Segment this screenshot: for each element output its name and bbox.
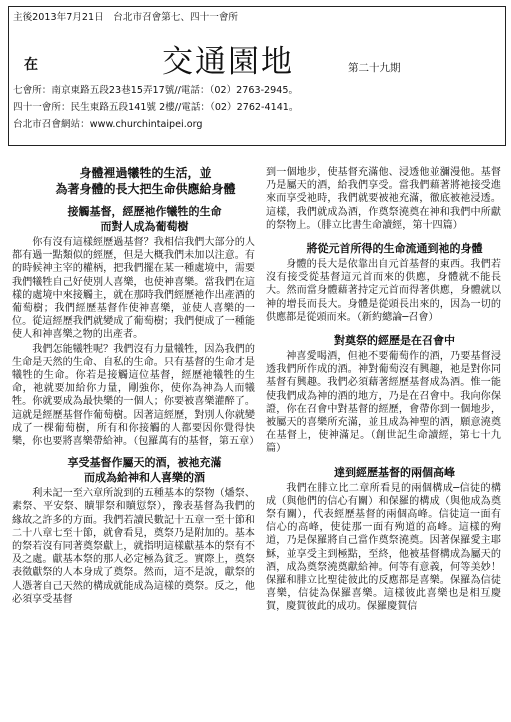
section2-paragraph-1: 利未記一至六章所說到的五種基本的祭物（燔祭、素祭、平安祭、贖罪祭和贖愆祭），豫表基督為我們的緣故之許多的方面。我們若讀民數記十五章一至十節和二十八章七至十節，就會看見，奠祭乃是附加的。基本的祭若沒有同著奠祭獻上，就指明這樣獻基本的祭有不及之處。獻基本祭的那人必定極為貧乏。實際上，奠祭表徵獻祭的人本身成了奠祭。然而，這不是說，獻祭的人憑著自己天然的構成就能成為這樣的奠祭。反之，他必須享受基督: [12, 488, 255, 605]
section2-title-line-2: 而成為給神和人喜樂的酒: [84, 471, 205, 485]
section5-title: 達到經歷基督的兩個高峰: [334, 465, 455, 479]
issue-info: 主後2013年7月21日 台北市召會第七、四十一會所: [13, 12, 239, 23]
address-line-7: 七會所：南京東路五段23巷15弄17號//電話：（02）2763-2945。: [13, 85, 299, 96]
left-column: [12, 166, 260, 607]
continued-paragraph: 到一個地步，使基督充滿他、浸透他並瀰漫他。基督乃是屬天的酒，給我們享受。當我們藉著將祂接受進來而享受祂時，我們就要被祂充滿，徹底被祂浸透。這樣，我們就成為酒，作奠祭澆奠在神和我們中所獻的祭物上。（腓立比書生命讀經，第十四篇）: [266, 167, 501, 231]
section3-title: 將從元首所得的生命流通到祂的身體: [306, 242, 483, 256]
zai-label: 在: [24, 57, 38, 73]
main-title-line-2: 為著身體的長大把生命供應給身體: [55, 182, 236, 196]
newsletter-title: 交通園地: [162, 44, 294, 80]
section1-title-line-1: 接觸基督，經歷祂作犧牲的生命: [67, 205, 222, 218]
issue-number: 第二十九期: [348, 62, 401, 74]
main-title-line-1: 身體裡過犧牲的生活，並: [79, 166, 212, 180]
section2-title-line-1: 享受基督作屬天的酒，被祂充滿: [67, 456, 222, 470]
section1-paragraph-2: 我們怎能犧牲呢？我們沒有力量犧牲，因為我們的生命是天然的生命、自私的生命。只有基督的生命才是犧牲的生命。你若是接觸這位基督，經歷祂犧牲的生命，祂就要加給你力量，剛強你，使你為神為人而犧牲。你就要成為最快樂的一個人；你要被喜樂灌醉了。這就是經歷基督作葡萄樹。因著這經歷，對別人你就變成了一棵葡萄樹，所有和你接觸的人都要因你覺得快樂，你也要將喜樂帶給神。（包羅萬有的基督，第五章）: [12, 343, 260, 448]
section3-paragraph: 身體的長大是依靠出自元首基督的東西。我們若沒有接受從基督這元首而來的供應，身體就不能長大。然而當身體藉著持定元首而得著供應，身體就以神的增長而長大。身體是從頭長出來的，因為一切的供應都是從頭而來。（新約總論─召會）: [266, 259, 501, 323]
section1-paragraph-1: 你有沒有這樣經歷過基督？我相信我們大部分的人都有過一點類似的經歷，但是大概我們未加以注意。有的時候神主宰的權柄，把我們擺在某一種處境中，需要我們犧牲自己好使別人喜樂，也使神喜樂。當我們在這樣的處境中來接觸主，就在那時我們經歷祂作出產酒的葡萄樹；我們經歷基督作使神喜樂，並使人喜樂的一位。從這經歷我們就變成了葡萄樹；我們便成了一種能使人和神喜樂之物的出產者。: [12, 237, 255, 341]
website-line: 台北市召會網站：www.churchintaipei.org: [13, 119, 203, 130]
section5-paragraph: 我們在腓立比二章所看見的兩個構成─信徒的構成（與他們的信心有關）和保羅的構成（與他成為奠祭有關），代表經歷基督的兩個高峰。信徒這一面有信心的高峰，使徒那一面有殉道的高峰。這樣的殉道，乃是保羅將自己當作奠祭澆奠。因著保羅愛主耶穌，並享受主到極點，至終，他被基督構成為屬天的酒，成為奠祭澆奠獻給神。何等有意義，何等美妙！保羅和腓立比聖徒彼此的反應都是喜樂。保羅為信徒喜樂，信徒為保羅喜樂。這樣彼此喜樂也是相互慶賀，慶賀彼此的成功。保羅慶賀信: [266, 482, 501, 613]
section4-title: 對奠祭的經歷是在召會中: [334, 334, 455, 348]
section4-paragraph: 神喜愛喝酒，但祂不要葡萄作的酒，乃要基督浸透我們所作成的酒。神對葡萄沒有興趣，祂是對你同基督有興趣。我們必須藉著經歷基督成為酒。惟一能使我們成為神的酒的地方，乃是在召會中。我向你保證，你在召會中對基督的經歷，會帶你到一個地步，被屬天的喜樂所充滿，並且成為神聖的酒，願意澆奠在基督上，使神滿足。（創世記生命讀經，第七十九篇）: [266, 351, 501, 455]
address-line-41: 四十一會所：民生東路五段141號 2樓//電話：（02）2762-4141。: [13, 102, 299, 113]
right-column: [266, 166, 501, 615]
section1-title-line-2: 而對人成為葡萄樹: [100, 220, 189, 233]
